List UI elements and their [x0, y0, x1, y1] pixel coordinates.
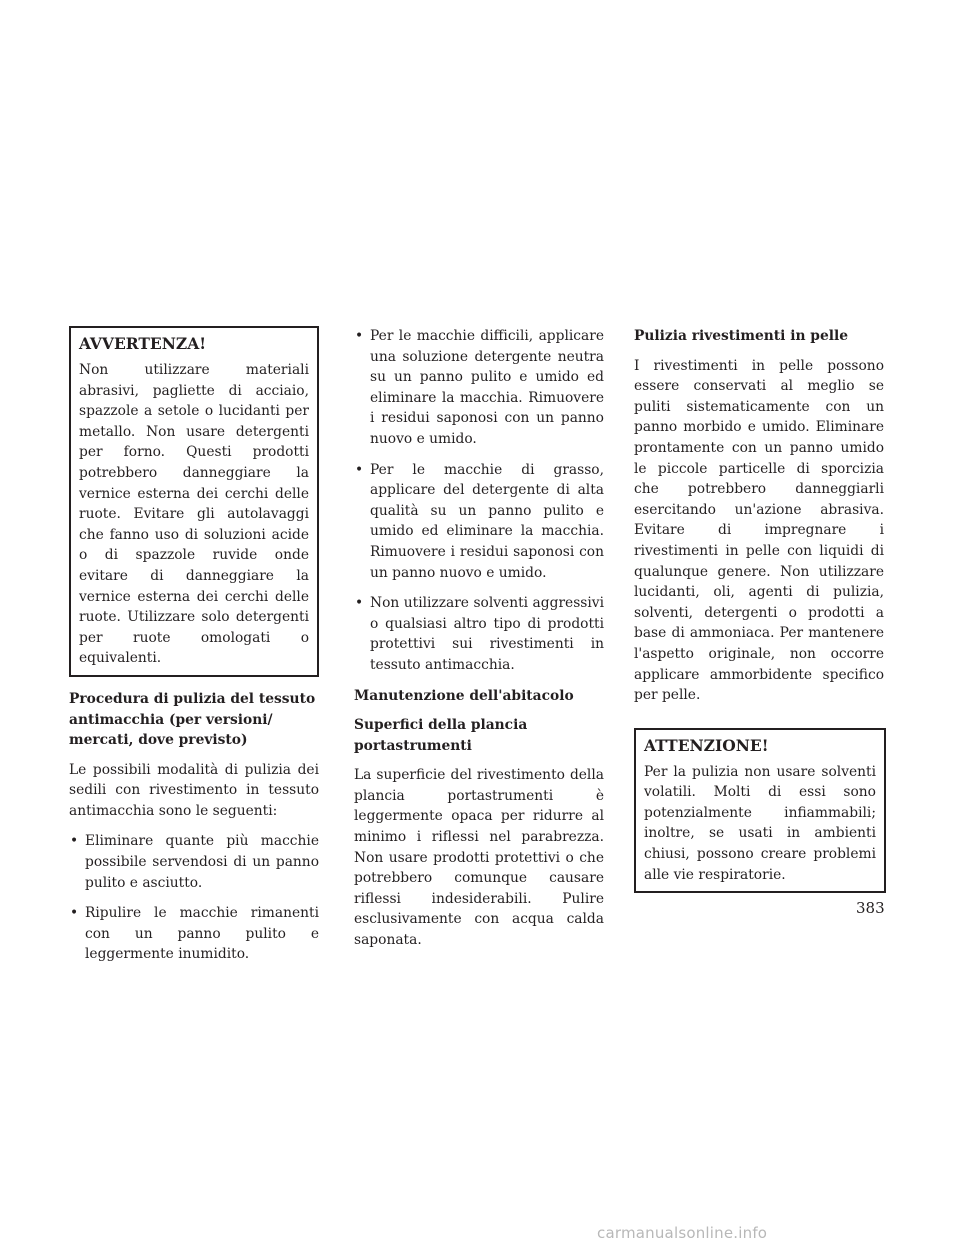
- bullet-icon: •: [355, 328, 364, 344]
- stain-fabric-list-b: [354, 326, 604, 676]
- list-item: • Per le macchie di grasso, applicare del detergente di alta qualità su un panno pulito e umido ed eliminare la macchia. Rimuovere i residui saponosi con un panno nuovo e umido.: [355, 461, 604, 581]
- list-item: • Per le macchie difficili, applicare una soluzione detergente neutra su un panno pulito e umido ed eliminare la macchia. Rimuovere i residui saponosi con un panno nuovo e umido.: [355, 328, 604, 447]
- list-item: • Eliminare quante più macchie possibile servendosi di un panno pulito e asciutto.: [70, 833, 319, 891]
- list-item: • Ripulire le macchie rimanenti con un panno pulito e leggermente inumidito.: [70, 905, 319, 963]
- column-middle: [354, 326, 604, 961]
- list-item: • Non utilizzare solventi aggressivi o qualsiasi altro tipo di prodotti protettivi sui rivestimenti in tessuto antimacchia.: [355, 595, 604, 673]
- stain-fabric-intro: Le possibili modalità di pulizia dei sedili con rivestimento in tessuto antimacchia sono le seguenti:: [69, 761, 319, 819]
- page-number: 383: [856, 899, 885, 917]
- interior-heading: Manutenzione dell'abitacolo: [354, 687, 574, 704]
- dashboard-text: La superficie del rivestimento della plancia portastrumenti è leggermente opaca per ridurre al minimo i riflessi nel parabrezza. Non usare prodotti protettivi o che potrebbero comunque causare riflessi indesiderabili. Pulire esclusivamente con acqua calda saponata.: [354, 767, 604, 949]
- bullet-icon: •: [355, 595, 364, 612]
- warning-box: [69, 326, 319, 677]
- stain-fabric-heading: Procedura di pulizia del tessuto antimacchia (per versioni/ mercati, dove previsto): [69, 690, 316, 749]
- warning-title: AVVERTENZA!: [79, 334, 207, 353]
- leather-heading: Pulizia rivestimenti in pelle: [634, 328, 848, 344]
- bullet-icon: •: [70, 905, 79, 922]
- leather-text: I rivestimenti in pelle possono essere conservati al meglio se puliti sistematicamente con un panno morbido e umido. Eliminare prontamente con un panno umido le piccole particelle di sporcizia che potrebbero danneggiarli esercitando un'azione abrasiva. Evitare di impregnare i rivestimenti in pelle con liquidi di qualunque genere. Non utilizzare lucidanti, oli, agenti di pulizia, solventi, detergenti o prodotti a base di ammoniaca. Per mantenere l'aspetto originale, non occorre applicare ammorbidente specifico per pelle.: [634, 357, 884, 704]
- column-left: [69, 326, 319, 975]
- stain-fabric-list-a: [69, 831, 319, 965]
- warning-text: Non utilizzare materiali abrasivi, pagliette di acciaio, spazzole a setole o lucidanti per metallo. Non usare detergenti per forno. Questi prodotti potrebbero danneggiare la vernice esterna dei cerchi delle ruote. Evitare gli autolavaggi che fanno uso di soluzioni acide o di spazzole ruvide onde evitare di danneggiare la vernice esterna dei cerchi delle ruote. Utilizzare solo detergenti per ruote omologati o equivalenti.: [79, 362, 309, 667]
- bullet-icon: •: [70, 833, 79, 850]
- caution-title: ATTENZIONE!: [644, 735, 769, 755]
- caution-box: [634, 728, 886, 894]
- watermark: carmanualsonline.info: [597, 1224, 768, 1242]
- bullet-icon: •: [355, 461, 364, 478]
- caution-text: Per la pulizia non usare solventi volatili. Molti di essi sono potenzialmente infiammabili; inoltre, se usati in ambienti chiusi, possono creare problemi alle vie respiratorie.: [644, 763, 876, 883]
- dashboard-subheading: Superfici della plancia portastrumenti: [354, 717, 528, 754]
- column-right: [634, 326, 884, 893]
